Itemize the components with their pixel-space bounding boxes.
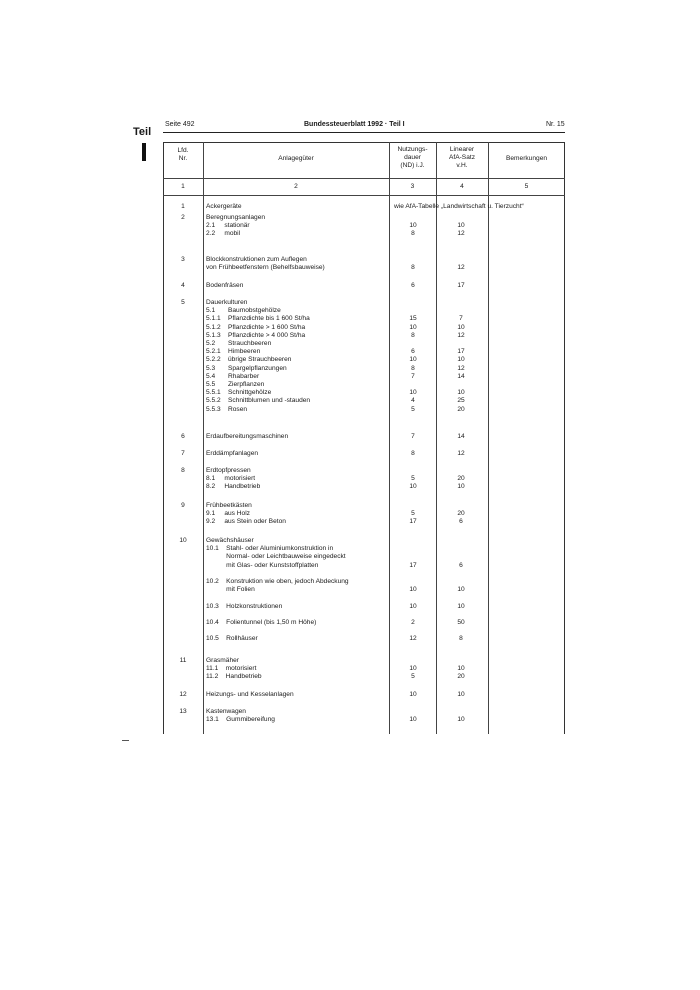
asset-label: 5.5.2 Schnittblumen und -stauden xyxy=(206,397,311,405)
useful-life-value: 8 xyxy=(411,264,415,272)
useful-life-value: 10 xyxy=(409,716,417,724)
column-number: 4 xyxy=(460,183,464,190)
column-header-rate: Linearer AfA-Satz v.H. xyxy=(448,146,476,169)
asset-label: 10.1 Stahl- oder Aluminiumkonstruktion in xyxy=(206,545,334,553)
row-number: 8 xyxy=(181,467,185,474)
row-number: 4 xyxy=(181,282,185,289)
useful-life-value: 12 xyxy=(409,635,417,643)
depreciation-rate-value: 10 xyxy=(457,222,465,230)
asset-label: 9.1 aus Holz xyxy=(206,510,250,518)
depreciation-rate-value: 12 xyxy=(457,450,465,457)
asset-label: 2.1 stationär xyxy=(206,222,250,230)
useful-life-value: 17 xyxy=(409,561,417,569)
useful-life-value: 10 xyxy=(409,356,417,364)
depreciation-rate-value: 6 xyxy=(459,518,463,526)
column-header-duration: Nutzungs- dauer (ND) i.J. xyxy=(397,146,428,169)
useful-life-value: 10 xyxy=(409,323,417,331)
asset-label: 5.5.1 Schnittgehölze xyxy=(206,389,272,397)
asset-label: 2.2 mobil xyxy=(206,230,241,238)
teil-label: Teil xyxy=(133,126,152,138)
asset-label: 9.2 aus Stein oder Beton xyxy=(206,518,286,526)
column-number: 3 xyxy=(410,183,415,190)
remark-text: wie AfA-Tabelle „Landwirtschaft u. Tierzucht“ xyxy=(394,203,524,210)
depreciation-rate-value: 12 xyxy=(457,331,465,339)
asset-label: mit Glas- oder Kunststoffplatten xyxy=(206,561,319,569)
depreciation-rate-value: 10 xyxy=(457,716,465,724)
useful-life-value: 7 xyxy=(411,433,415,440)
asset-label: 10.4 Folientunnel (bis 1,50 m Höhe) xyxy=(206,619,317,626)
asset-label: 5.1.3 Pflanzdichte > 4 000 St/ha xyxy=(206,331,306,339)
asset-label: von Frühbeetfenstern (Behelfsbauweise) xyxy=(206,264,325,272)
row-number: 7 xyxy=(181,450,185,457)
teil-mark xyxy=(142,143,146,161)
header-rule-bottom xyxy=(163,178,565,179)
useful-life-value: 4 xyxy=(411,397,415,405)
row-number: 11 xyxy=(179,657,187,664)
row-number: 5 xyxy=(181,299,185,306)
asset-label: 5.5 Zierpflanzen xyxy=(206,381,265,388)
depreciation-rate-value: 10 xyxy=(457,586,465,594)
asset-label: mit Folien xyxy=(206,586,255,594)
useful-life-value: 10 xyxy=(409,665,417,673)
asset-label: Kastenwagen xyxy=(206,708,246,715)
useful-life-value: 8 xyxy=(411,331,415,339)
column-divider xyxy=(203,142,204,734)
row-number: 1 xyxy=(181,203,185,210)
header-rule xyxy=(163,132,565,133)
useful-life-value: 17 xyxy=(409,518,417,526)
useful-life-value: 5 xyxy=(411,405,415,413)
row-number: 2 xyxy=(181,214,185,221)
asset-label: 5.1.1 Pflanzdichte bis 1 600 St/ha xyxy=(206,315,310,323)
useful-life-value: 6 xyxy=(411,348,415,356)
asset-label: 8.2 Handbetrieb xyxy=(206,483,261,491)
column-number-rule xyxy=(163,195,565,196)
useful-life-value: 6 xyxy=(411,282,415,289)
asset-label: Normal- oder Leichtbauweise eingedeckt xyxy=(206,553,346,561)
useful-life-value: 8 xyxy=(411,364,415,372)
asset-label: 5.1.2 Pflanzdichte > 1 600 St/ha xyxy=(206,323,306,331)
asset-label: 5.3 Spargelpflanzungen xyxy=(206,364,287,372)
useful-life-value: 10 xyxy=(409,483,417,491)
depreciation-rate-value: 20 xyxy=(457,475,465,483)
page-number: Seite 492 xyxy=(165,121,195,128)
depreciation-rate-value: 12 xyxy=(457,364,465,372)
asset-label: 5.2.2 übrige Strauchbeeren xyxy=(206,356,292,364)
column-number: 1 xyxy=(181,183,185,190)
asset-label: 11.1 motorisiert xyxy=(206,665,257,673)
depreciation-rate-value: 7 xyxy=(459,315,463,323)
depreciation-rate-value: 14 xyxy=(457,372,465,380)
useful-life-value: 5 xyxy=(411,510,415,518)
row-number: 12 xyxy=(179,691,187,698)
depreciation-rate-value: 20 xyxy=(457,405,465,413)
asset-label: 11.2 Handbetrieb xyxy=(206,673,262,681)
row-number: 6 xyxy=(181,433,185,440)
depreciation-rate-value: 20 xyxy=(457,673,465,681)
row-number: 9 xyxy=(181,502,185,509)
column-number: 2 xyxy=(294,183,298,190)
depreciation-rate-value: 10 xyxy=(457,602,465,610)
page-title: Bundessteuerblatt 1992 · Teil I xyxy=(304,121,405,128)
depreciation-rate-value: 17 xyxy=(457,282,465,289)
asset-label: 10.3 Holzkonstruktionen xyxy=(206,602,283,610)
asset-label: 5.2.1 Himbeeren xyxy=(206,348,261,356)
useful-life-value: 5 xyxy=(411,673,415,681)
asset-label: 5.2 Strauchbeeren xyxy=(206,340,272,347)
depreciation-rate-value: 14 xyxy=(457,433,465,440)
asset-label: Dauerkulturen xyxy=(206,299,248,306)
useful-life-value: 10 xyxy=(409,586,417,594)
useful-life-value: 10 xyxy=(409,222,417,230)
asset-label: 13.1 Gummibereifung xyxy=(206,716,275,724)
asset-label: Erdaufbereitungsmaschinen xyxy=(206,433,289,440)
row-number: 13 xyxy=(179,708,187,715)
column-header-remarks: Bemerkungen xyxy=(505,155,548,162)
useful-life-value: 15 xyxy=(409,315,417,323)
depreciation-rate-value: 10 xyxy=(457,356,465,364)
asset-label: 8.1 motorisiert xyxy=(206,475,256,483)
depreciation-rate-value: 50 xyxy=(457,619,465,626)
asset-label: Beregnungsanlagen xyxy=(206,214,266,221)
asset-label: Erdtopfpressen xyxy=(206,467,251,474)
asset-label: 5.5.3 Rosen xyxy=(206,405,248,413)
depreciation-rate-value: 10 xyxy=(457,389,465,397)
column-number: 5 xyxy=(524,183,529,190)
useful-life-value: 10 xyxy=(409,389,417,397)
asset-label: Grasmäher xyxy=(206,657,239,664)
depreciation-rate-value: 10 xyxy=(457,483,465,491)
row-number: 3 xyxy=(181,256,185,263)
useful-life-value: 2 xyxy=(411,619,415,626)
asset-label: Gewächshäuser xyxy=(206,537,254,544)
asset-label: 5.1 Baumobstgehölze xyxy=(206,307,281,315)
depreciation-rate-value: 17 xyxy=(457,348,465,356)
asset-label: Bodenfräsen xyxy=(206,282,244,289)
asset-label: 5.4 Rhabarber xyxy=(206,372,260,380)
depreciation-rate-value: 10 xyxy=(457,323,465,331)
depreciation-rate-value: 12 xyxy=(457,230,465,238)
depreciation-rate-value: 8 xyxy=(459,635,463,643)
useful-life-value: 8 xyxy=(411,230,415,238)
column-header-nr: Lfd. Nr. xyxy=(177,147,189,162)
asset-label: 10.5 Rollhäuser xyxy=(206,635,258,643)
asset-label: Blockkonstruktionen zum Auflegen xyxy=(206,256,307,263)
depreciation-rate-value: 25 xyxy=(457,397,465,405)
asset-label: Erddämpfanlagen xyxy=(206,450,259,457)
depreciation-rate-value: 12 xyxy=(457,264,465,272)
margin-mark xyxy=(122,740,129,741)
depreciation-rate-value: 10 xyxy=(457,691,465,698)
column-header-goods: Anlagegüter xyxy=(278,155,314,162)
depreciation-rate-value: 10 xyxy=(457,665,465,673)
issue-number: Nr. 15 xyxy=(546,121,565,128)
useful-life-value: 5 xyxy=(411,475,415,483)
depreciation-rate-value: 20 xyxy=(457,510,465,518)
useful-life-value: 10 xyxy=(409,691,417,698)
asset-label: Heizungs- und Kesselanlagen xyxy=(206,691,294,698)
depreciation-rate-value: 6 xyxy=(459,561,463,569)
asset-label: 10.2 Konstruktion wie oben, jedoch Abdeckung xyxy=(206,578,349,585)
row-number: 10 xyxy=(179,537,187,544)
useful-life-value: 10 xyxy=(409,602,417,610)
useful-life-value: 8 xyxy=(411,450,415,457)
useful-life-value: 7 xyxy=(411,372,415,380)
asset-label: Frühbeetkästen xyxy=(206,502,252,509)
asset-label: Ackergeräte xyxy=(206,203,242,210)
